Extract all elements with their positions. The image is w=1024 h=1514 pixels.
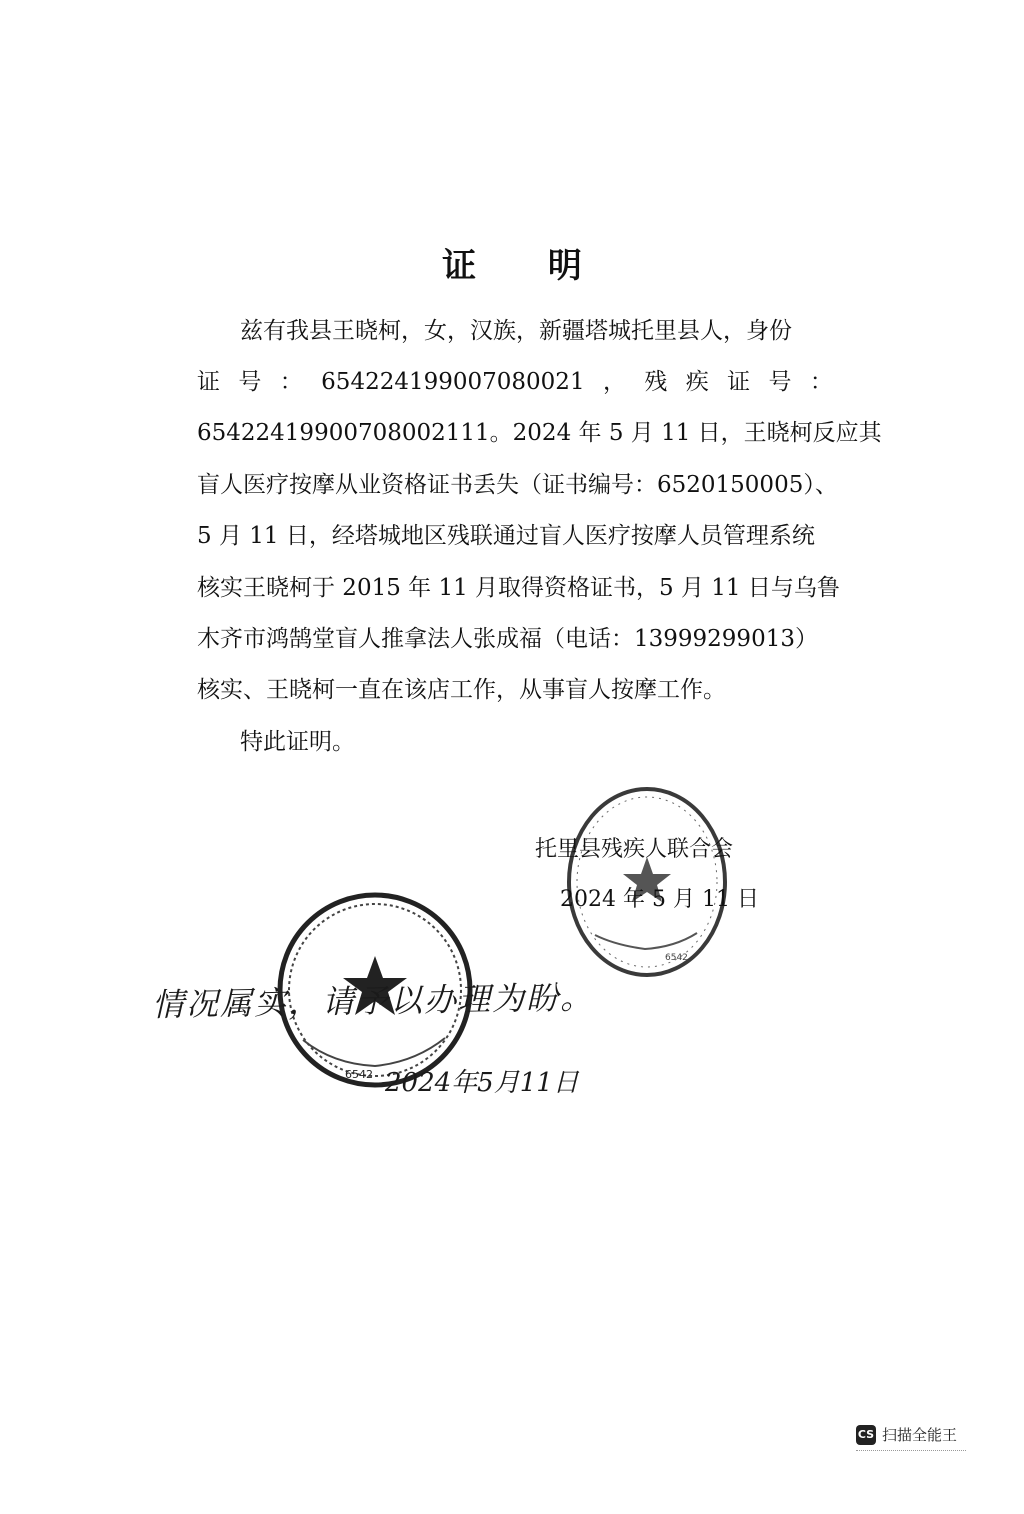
text-fragment: ， (602, 369, 626, 395)
body-line-7: 木齐市鸿鹄堂盲人推拿法人张成福（电话：13999299013） (197, 626, 818, 652)
body-line-5: 5 月 11 日，经塔城地区残联通过盲人医疗按摩人员管理系统 (197, 523, 815, 549)
stamp-number: 6542 (665, 953, 688, 963)
scanner-logo-icon: CS (856, 1425, 876, 1445)
body-line-2 (197, 367, 833, 397)
body-line-8: 核实、王晓柯一直在该店工作，从事盲人按摩工作。 (197, 677, 726, 703)
id-number: 654224199007080021 (321, 369, 585, 395)
body-line-6: 核实王晓柯于 2015 年 11 月取得资格证书，5 月 11 日与乌鲁 (197, 575, 840, 601)
text-fragment: 残 (644, 369, 668, 395)
text-fragment: 证 (197, 369, 220, 395)
text-fragment: 号 (768, 369, 792, 395)
body-line-1: 兹有我县王晓柯，女，汉族，新疆塔城托里县人，身份 (240, 318, 792, 344)
body-line-3: 65422419900708002111。2024 年 5 月 11 日，王晓柯反应其 (197, 420, 882, 446)
issue-date: 2024 年 5 月 11 日 (560, 887, 759, 912)
text-fragment: 号 (238, 369, 262, 395)
stamp-number: 6542 (345, 1068, 373, 1081)
text-fragment: ： (279, 369, 303, 395)
closing-line: 特此证明。 (240, 729, 355, 755)
handwritten-note: 情况属实，请予以办理为盼。 (151, 978, 595, 1024)
text-fragment: 证 (727, 369, 751, 395)
watermark-text: 扫描全能王 (882, 1426, 958, 1444)
scanner-watermark (856, 1424, 957, 1445)
text-fragment: ： (809, 369, 833, 395)
page-title: 证 明 (442, 246, 612, 286)
issuer-name: 托里县残疾人联合会 (535, 837, 734, 862)
watermark-subline (856, 1450, 966, 1457)
handwritten-date: 2024年5月11日 (385, 1068, 579, 1098)
text-fragment: 疾 (685, 369, 709, 395)
body-line-4: 盲人医疗按摩从业资格证书丢失（证书编号：6520150005）、 (197, 472, 838, 498)
